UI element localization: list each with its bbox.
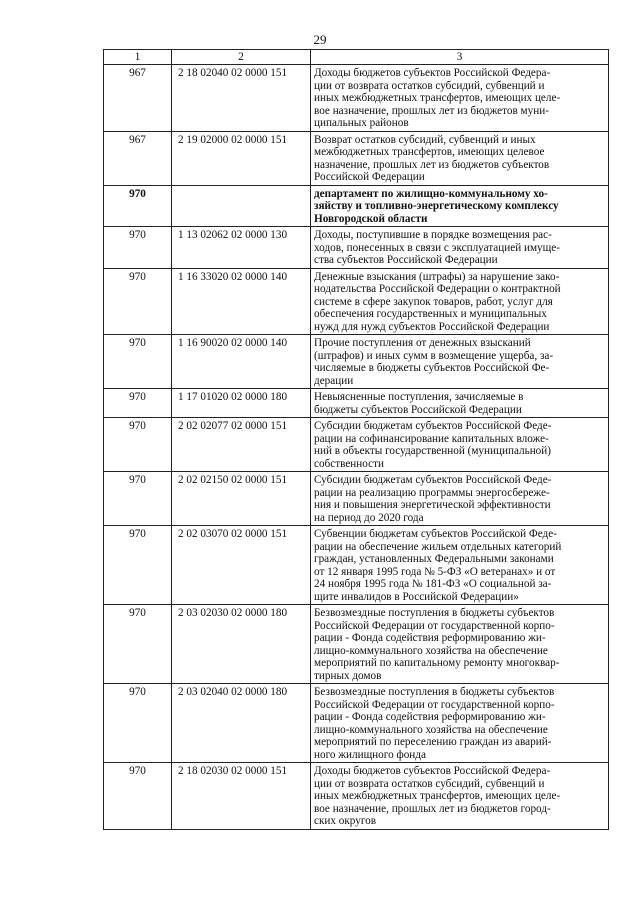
revenue-name-line: ний в объекты государственной (муниципальной)	[314, 445, 551, 457]
budget-classification-code-cell: 2 18 02040 02 0000 151	[172, 65, 311, 132]
revenue-name-line: мероприятий по капитальному ремонту многоквар-	[314, 657, 560, 669]
table-row	[104, 605, 609, 684]
revenue-name-line: ции от возврата остатков субсидий, субвенций и	[314, 79, 545, 92]
revenue-name-line: ства субъектов Российской Федерации	[314, 254, 498, 266]
revenue-name-line: Безвозмездные поступления в бюджеты субъектов	[314, 607, 555, 619]
revenue-name-line: рации на софинансирование капитальных вложе-	[314, 432, 549, 445]
budget-classification-code-cell: 1 16 90020 02 0000 140	[172, 335, 311, 389]
revenue-name-cell	[311, 526, 609, 605]
revenue-name-line: лищно-коммунального хозяйства на обеспечение	[314, 644, 548, 657]
budget-classification-code-cell: 2 03 02040 02 0000 180	[172, 684, 311, 763]
revenue-name-line: рации - Фонда содействия реформированию жи-	[314, 632, 546, 644]
revenue-name-line: лищно-коммунального хозяйства на обеспечение	[314, 723, 548, 736]
revenue-name-line: Субсидии бюджетам субъектов Российской Феде-	[314, 474, 552, 486]
table-row	[104, 684, 609, 763]
revenue-name-line: числяемые в бюджеты субъектов Российской Фе-	[314, 362, 550, 374]
revenue-name-cell	[311, 268, 609, 335]
revenue-name-line: Прочие поступления от денежных взысканий	[314, 337, 531, 349]
revenue-name-cell	[311, 763, 609, 830]
budget-classification-code-cell: 1 16 33020 02 0000 140	[172, 268, 311, 335]
revenue-name-line: рации на обеспечение жильем отдельных категорий	[314, 540, 562, 553]
revenue-name-line: ципальных районов	[314, 117, 409, 129]
budget-classification-code-cell: 2 02 02077 02 0000 151	[172, 418, 311, 472]
page-number: 29	[313, 32, 327, 47]
revenue-name-line: 24 ноября 1995 года № 181-ФЗ «О социальной за-	[314, 578, 552, 590]
revenue-name-line: ния и повышения энергетической эффективности	[314, 499, 551, 511]
admin-code-cell: 970	[104, 185, 172, 227]
revenue-name-line: вое назначение, прошлых лет из бюджетов муни-	[314, 104, 549, 117]
revenue-name-line: Российской Федерации	[314, 171, 425, 183]
table-row	[104, 418, 609, 472]
revenue-name-line: ции от возврата остатков субсидий, субвенций и	[314, 777, 545, 790]
revenue-name-cell	[311, 418, 609, 472]
revenue-name-line: департамент по жилищно-коммунальному хо-	[314, 187, 548, 200]
revenue-name-line: межбюджетных трансфертов, имеющих целевое	[314, 146, 545, 158]
admin-code-cell: 970	[104, 335, 172, 389]
revenue-name-line: Невыясненные поступления, зачисляемые в	[314, 391, 524, 403]
admin-code-cell: 970	[104, 472, 172, 526]
table-row	[104, 185, 609, 227]
revenue-name-line: рации - Фонда содействия реформированию жи-	[314, 711, 546, 723]
revenue-name-line: Доходы бюджетов субъектов Российской Федера-	[314, 765, 551, 777]
revenue-name-cell	[311, 389, 609, 418]
revenue-name-line: нужд для нужд субъектов Российской Федерации	[314, 320, 550, 333]
revenue-name-cell	[311, 472, 609, 526]
admin-code-cell: 967	[104, 131, 172, 185]
revenue-name-line: системе в сфере закупок товаров, работ, услуг для	[314, 295, 553, 308]
table-row	[104, 131, 609, 185]
table-row	[104, 472, 609, 526]
revenue-name-line: от 12 января 1995 года № 5-ФЗ «О ветеранах» и от	[314, 565, 556, 578]
table-row	[104, 763, 609, 830]
budget-classification-code-cell: 2 18 02030 02 0000 151	[172, 763, 311, 830]
column-header-1: 1	[104, 50, 172, 65]
revenue-name-cell	[311, 65, 609, 132]
revenue-name-cell	[311, 227, 609, 269]
revenue-name-line: (штрафов) и иных сумм в возмещение ущерба, за-	[314, 349, 554, 362]
revenue-name-cell	[311, 605, 609, 684]
table-row	[104, 227, 609, 269]
revenue-name-line: ходов, понесенных в связи с эксплуатацией имуще-	[314, 241, 560, 254]
table-row	[104, 335, 609, 389]
revenue-name-line: Безвозмездные поступления в бюджеты субъектов	[314, 686, 555, 698]
column-header-3: 3	[311, 50, 609, 65]
revenue-name-line: ного жилищного фонда	[314, 748, 426, 761]
revenue-name-line: зяйству и топливно-энергетическому комплексу	[314, 200, 559, 212]
revenue-name-line: щите инвалидов в Российской Федерации»	[314, 590, 519, 603]
budget-classification-code-cell: 2 02 02150 02 0000 151	[172, 472, 311, 526]
revenue-name-line: обеспечения государственных и муниципальных	[314, 308, 547, 320]
admin-code-cell: 970	[104, 268, 172, 335]
table-row	[104, 526, 609, 605]
budget-classification-code-cell: 1 17 01020 02 0000 180	[172, 389, 311, 418]
admin-code-cell: 970	[104, 227, 172, 269]
budget-classification-code-cell: 1 13 02062 02 0000 130	[172, 227, 311, 269]
revenue-name-line: Субвенции бюджетам субъектов Российской Феде-	[314, 528, 557, 540]
revenue-name-line: иных межбюджетных трансфертов, имеющих целе-	[314, 790, 561, 802]
revenue-name-line: иных межбюджетных трансфертов, имеющих целе-	[314, 92, 561, 104]
revenue-name-line: Возврат остатков субсидий, субвенций и иных	[314, 133, 536, 146]
admin-code-cell: 967	[104, 65, 172, 132]
revenue-name-line: нодательства Российской Федерации о контрактной	[314, 283, 561, 295]
table-row	[104, 268, 609, 335]
revenue-name-cell	[311, 684, 609, 763]
revenue-name-line: Российской Федерации от государственной корпо-	[314, 619, 555, 632]
revenue-name-line: на период до 2020 года	[314, 511, 424, 524]
budget-classification-code-cell: 2 03 02030 02 0000 180	[172, 605, 311, 684]
revenue-name-line: Новгородской области	[314, 212, 428, 225]
table-body	[104, 65, 609, 830]
revenue-codes-table	[103, 49, 609, 830]
budget-classification-code-cell: 2 02 03070 02 0000 151	[172, 526, 311, 605]
revenue-name-line: рации на реализацию программы энергосбереже-	[314, 486, 550, 499]
revenue-name-cell	[311, 131, 609, 185]
budget-classification-code-cell: 2 19 02000 02 0000 151	[172, 131, 311, 185]
admin-code-cell: 970	[104, 763, 172, 830]
revenue-name-line: тирных домов	[314, 669, 382, 682]
revenue-name-line: дерации	[314, 374, 354, 387]
admin-code-cell: 970	[104, 684, 172, 763]
revenue-name-cell	[311, 335, 609, 389]
revenue-name-cell	[311, 185, 609, 227]
admin-code-cell: 970	[104, 389, 172, 418]
revenue-name-line: Российской Федерации от государственной корпо-	[314, 698, 555, 711]
revenue-name-line: Денежные взыскания (штрафы) за нарушение зако-	[314, 270, 560, 283]
revenue-name-line: Субсидии бюджетам субъектов Российской Феде-	[314, 420, 552, 432]
table-row	[104, 65, 609, 132]
admin-code-cell: 970	[104, 526, 172, 605]
budget-classification-code-cell	[172, 185, 311, 227]
revenue-name-line: назначение, прошлых лет из бюджетов субъектов	[314, 158, 550, 171]
revenue-name-line: ских округов	[314, 815, 377, 827]
revenue-name-line: собственности	[314, 457, 384, 470]
revenue-name-line: вое назначение, прошлых лет из бюджетов город-	[314, 802, 551, 815]
table-row	[104, 389, 609, 418]
column-header-2: 2	[172, 50, 311, 65]
revenue-name-line: Доходы бюджетов субъектов Российской Федера-	[314, 67, 551, 79]
revenue-name-line: бюджеты субъектов Российской Федерации	[314, 403, 522, 416]
revenue-name-line: мероприятий по переселению граждан из аварий-	[314, 736, 552, 748]
admin-code-cell: 970	[104, 605, 172, 684]
revenue-name-line: Доходы, поступившие в порядке возмещения рас-	[314, 229, 552, 241]
table-header-row	[104, 50, 609, 65]
revenue-name-line: граждан, установленных Федеральными законами	[314, 553, 554, 565]
admin-code-cell: 970	[104, 418, 172, 472]
